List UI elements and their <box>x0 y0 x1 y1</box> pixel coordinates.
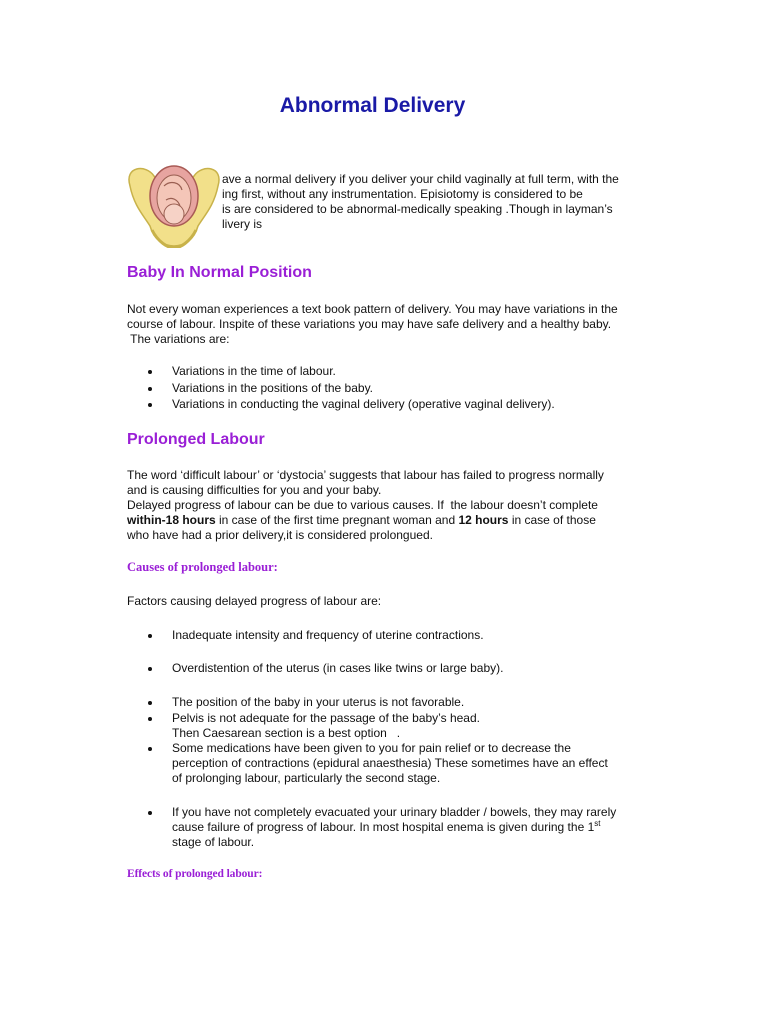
list-item-text: Variations in the positions of the baby. <box>172 381 374 395</box>
list-item-text <box>172 711 480 741</box>
bullet-icon <box>148 667 152 671</box>
list-item-line: stage of labour. <box>172 835 255 849</box>
list-item-text: The position of the baby in your uterus is not favorable. <box>172 695 465 709</box>
paragraph-line: Not every woman experiences a text book pattern of delivery. You may have variations in the <box>127 302 618 316</box>
variations-paragraph <box>127 302 618 347</box>
prolonged-paragraph <box>127 468 604 543</box>
list-item-text: Inadequate intensity and frequency of uterine contractions. <box>172 628 484 642</box>
list-item-line: Some medications have been given to you for pain relief or to decrease the <box>172 741 571 755</box>
text-span: in case of those <box>508 513 596 527</box>
list-item-text: Variations in the time of labour. <box>172 364 336 378</box>
paragraph-line <box>127 513 604 528</box>
bullet-icon <box>148 387 152 391</box>
section-heading-normal-position: Baby In Normal Position <box>127 264 312 281</box>
bullet-icon <box>148 403 152 407</box>
text-span: in case of the first time pregnant woman and <box>215 513 459 527</box>
pelvis-baby-illustration <box>124 156 224 248</box>
effects-heading: Effects of prolonged labour: <box>127 868 263 880</box>
bullet-icon <box>148 717 152 721</box>
list-item-text: Overdistention of the uterus (in cases like twins or large baby). <box>172 661 504 675</box>
bullet-icon <box>148 634 152 638</box>
paragraph-line: who have had a prior delivery,it is considered prolongued. <box>127 528 433 542</box>
paragraph-line: Delayed progress of labour can be due to various causes. If the labour doesn’t complete <box>127 498 598 512</box>
paragraph-line: Factors causing delayed progress of labour are: <box>127 594 382 608</box>
list-item-text <box>172 741 608 786</box>
intro-line: livery is <box>222 217 263 231</box>
bold-duration-second: 12 hours <box>458 513 509 527</box>
bullet-icon <box>148 811 152 815</box>
paragraph-line: and is causing difficulties for you and your baby. <box>127 483 382 497</box>
bold-duration-first: within-18 hours <box>127 513 216 527</box>
list-item-line: of prolonging labour, particularly the second stage. <box>172 771 441 785</box>
intro-line: ing first, without any instrumentation. Episiotomy is considered to be <box>222 187 583 201</box>
paragraph-line: The word ‘difficult labour’ or ‘dystocia’ suggests that labour has failed to progress normally <box>127 468 604 482</box>
bullet-icon <box>148 701 152 705</box>
bullet-icon <box>148 747 152 751</box>
list-item-line: Then Caesarean section is a best option . <box>172 726 401 740</box>
list-item-text: Variations in conducting the vaginal delivery (operative vaginal delivery). <box>172 397 555 411</box>
paragraph-line: The variations are: <box>127 332 230 346</box>
text-span: cause failure of progress of labour. In most hospital enema is given during the 1 <box>172 820 595 834</box>
list-item-line <box>172 820 616 835</box>
intro-line: ave a normal delivery if you deliver your child vaginally at full term, with the <box>222 172 619 186</box>
list-item-line: perception of contractions (epidural anaesthesia) These sometimes have an effect <box>172 756 608 770</box>
intro-line: is are considered to be abnormal-medically speaking .Though in layman’s <box>222 202 613 216</box>
causes-intro <box>127 594 381 609</box>
page-title: Abnormal Delivery <box>279 94 466 117</box>
list-item-line: Pelvis is not adequate for the passage of the baby’s head. <box>172 711 480 725</box>
superscript: st <box>594 819 601 828</box>
bullet-icon <box>148 370 152 374</box>
causes-heading: Causes of prolonged labour: <box>127 560 278 574</box>
section-heading-prolonged-labour: Prolonged Labour <box>127 431 265 448</box>
list-item-line: If you have not completely evacuated your urinary bladder / bowels, they may rarely <box>172 805 617 819</box>
paragraph-line: course of labour. Inspite of these variations you may have safe delivery and a healthy baby. <box>127 317 612 331</box>
list-item-text <box>172 805 616 850</box>
